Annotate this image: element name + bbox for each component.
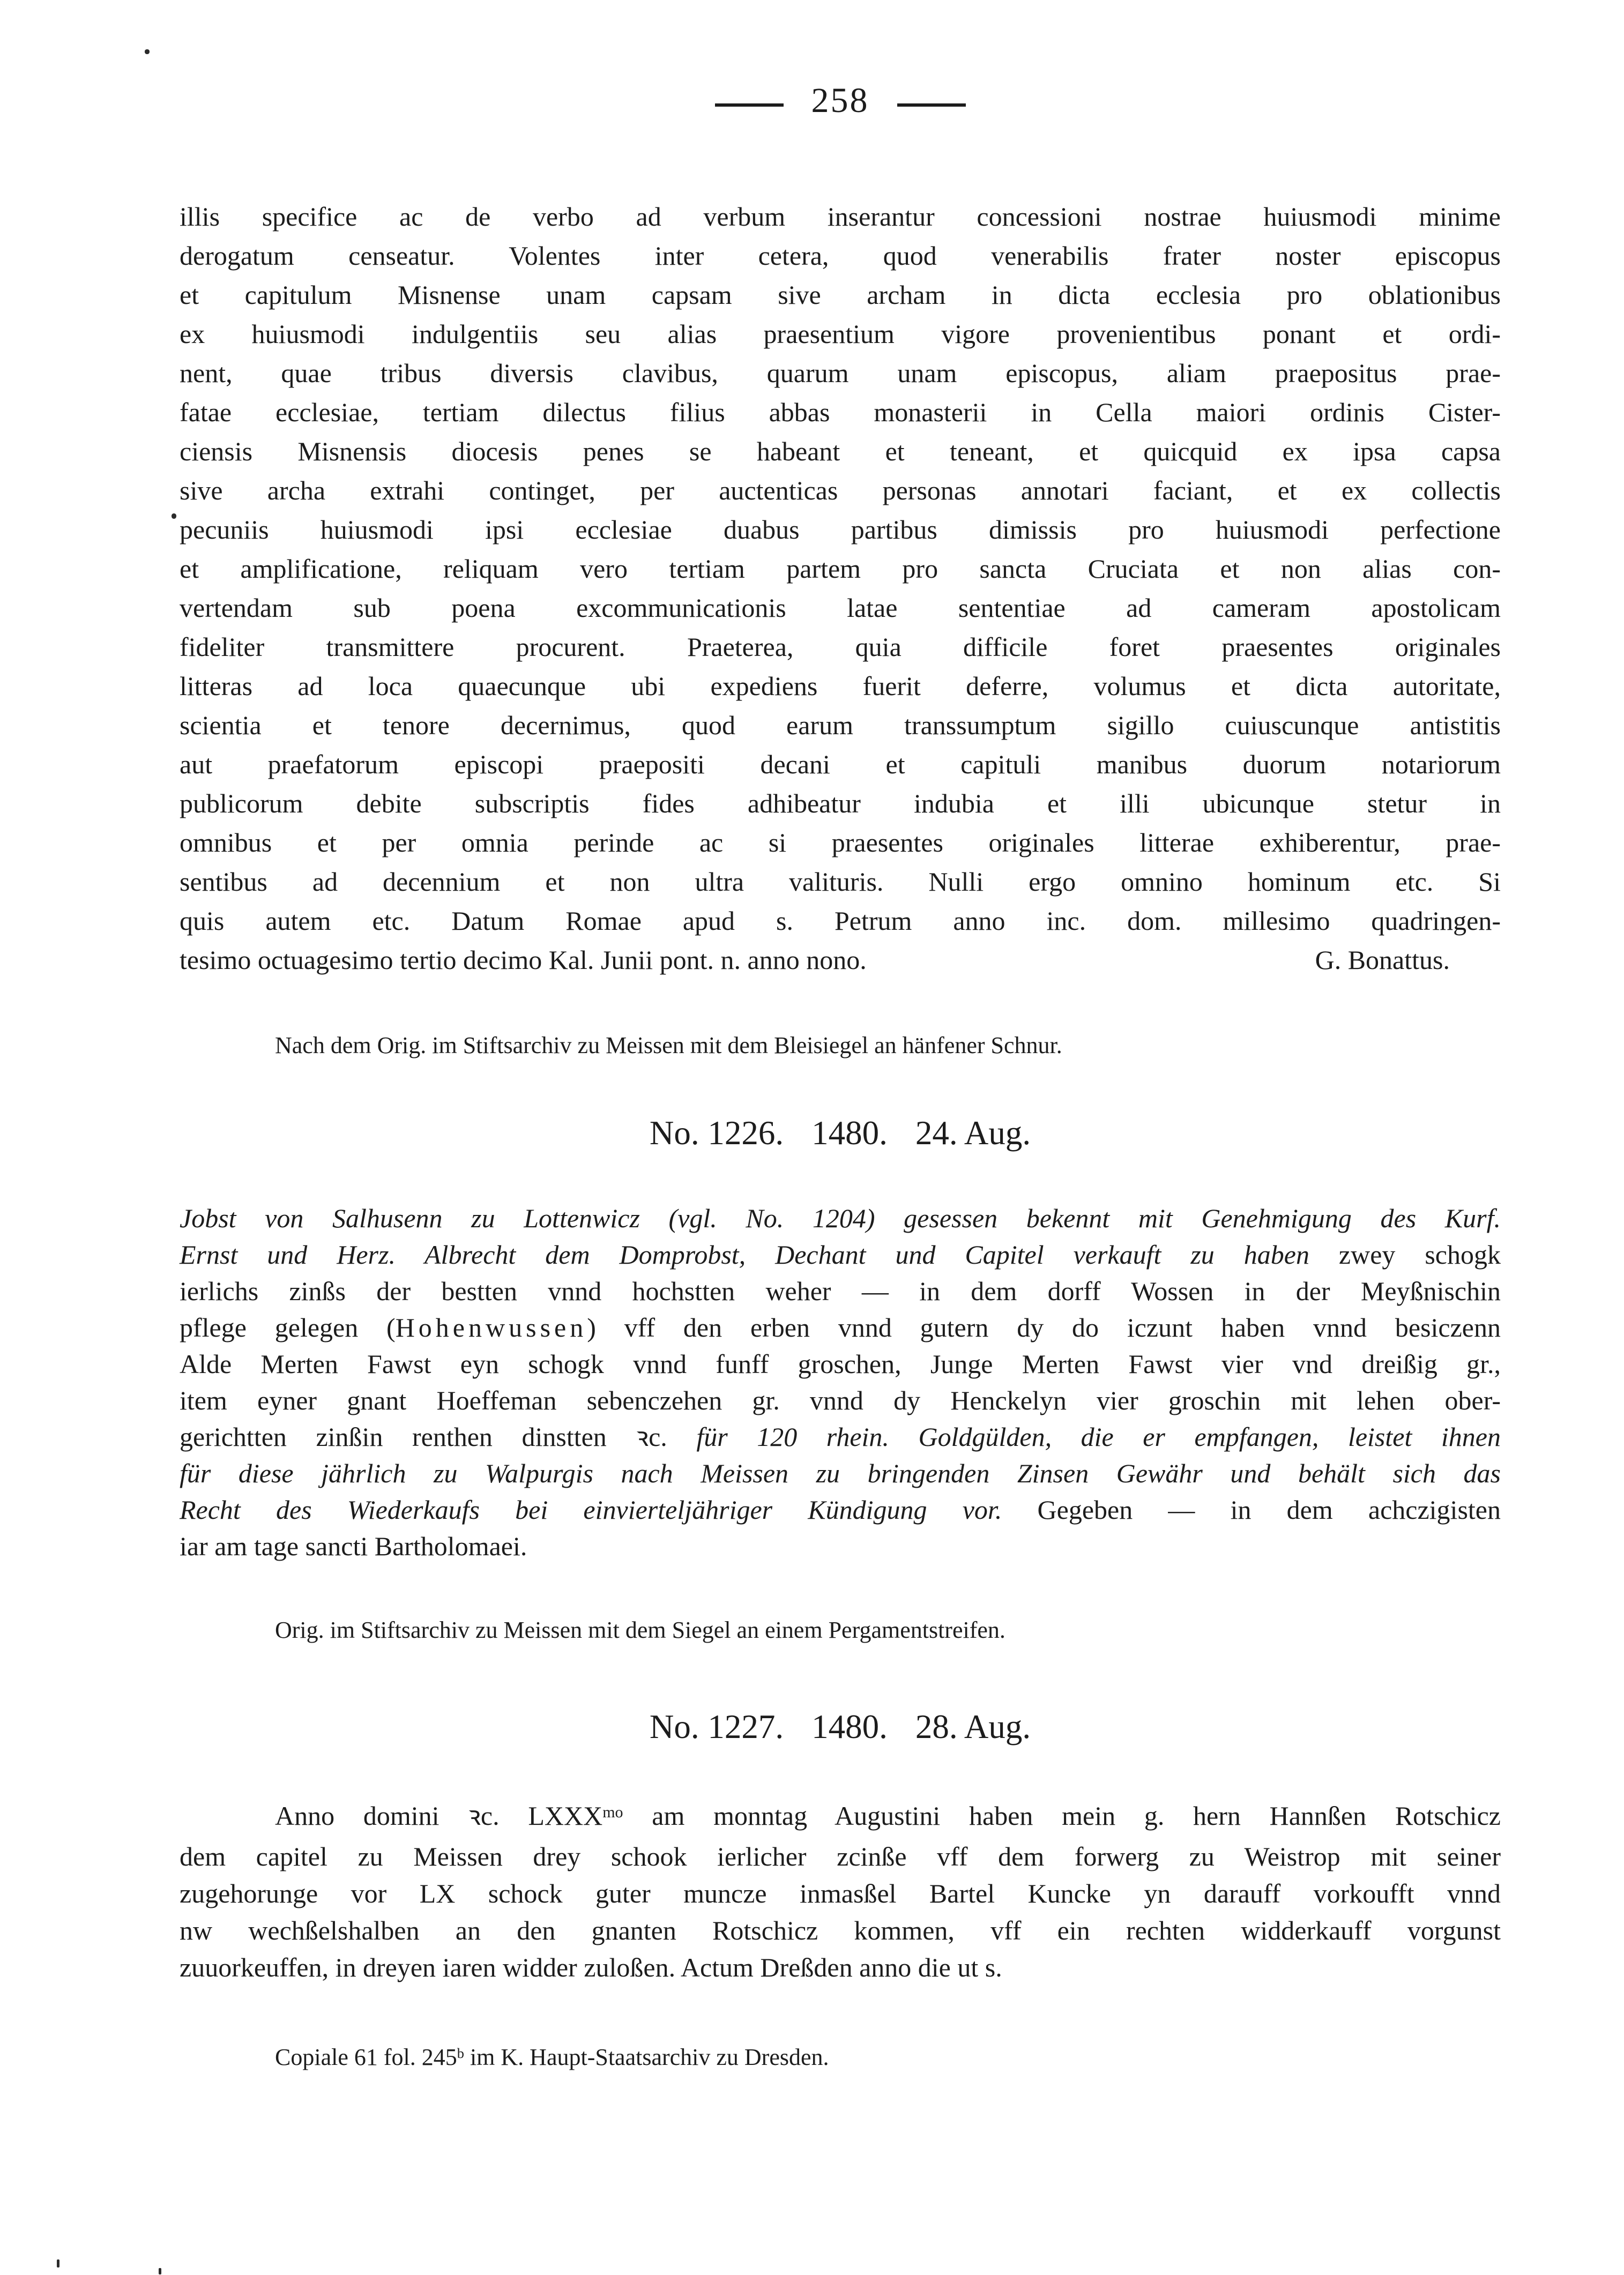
text-segment: Jobst von Salhusenn zu Lottenwicz (vgl. No. 1204) gesessen bekennt mit Genehmigung des Kurf.: [180, 1203, 1501, 1233]
entry-1227-year: 1480.: [811, 1708, 888, 1746]
scan-speck: [172, 513, 176, 519]
paragraph-line: [180, 1309, 1501, 1346]
text-segment: mo: [602, 1803, 623, 1821]
paragraph-line: omnibus et per omnia perinde ac si praesentes originales litterae exhiberentur, prae-: [180, 827, 1501, 857]
page-content: [180, 0, 1501, 2075]
scan-speck: [159, 2268, 161, 2274]
text-segment: zugehorunge vor LX schock guter muncze inmasßel Bartel Kuncke yn darauff vorkoufft vnnd: [180, 1878, 1501, 1908]
paragraph-line: litteras ad loca quaecunque ubi expediens fuerit deferre, volumus et dicta autoritate,: [180, 671, 1501, 701]
paragraph-line: publicorum debite subscriptis fides adhibeatur indubia et illi ubicunque stetur in: [180, 788, 1501, 818]
scan-speck: [57, 2259, 59, 2267]
text-segment: b: [457, 2045, 464, 2062]
paragraph-line: [180, 1912, 1501, 1949]
paragraph-line: scientia et tenore decernimus, quod earum transsumptum sigillo cuiuscunque antistitis: [180, 710, 1501, 740]
paragraph-line: fatae ecclesiae, tertiam dilectus filius abbas monasterii in Cella maiori ordinis Cister-: [180, 397, 1501, 427]
paragraph-line: pecuniis huiusmodi ipsi ecclesiae duabus partibus dimissis pro huiusmodi perfectione: [180, 514, 1501, 544]
text-segment: zuuorkeuffen, in dreyen iaren widder zuloßen. Actum Dreßden anno die ut s.: [180, 1952, 1002, 1982]
paragraph-line: quis autem etc. Datum Romae apud s. Petrum anno inc. dom. millesimo quadringen-: [180, 906, 1501, 936]
source-note-1227: [180, 2042, 1501, 2075]
paragraph-line: [180, 1419, 1501, 1455]
latin-entry-paragraph: [180, 197, 1501, 941]
text-segment: für 120 rhein. Goldgülden, die er empfangen, leistet ihnen: [696, 1422, 1501, 1452]
paragraph-line: sive archa extrahi continget, per auctenticas personas annotari faciant, et ex collectis: [180, 475, 1501, 505]
text-segment: im K. Haupt-Staatsarchiv zu Dresden.: [464, 2044, 829, 2070]
entry-1226-year: 1480.: [811, 1114, 888, 1152]
entry-1227-number: No. 1227.: [649, 1708, 784, 1746]
text-segment: ierlichs zinßs der bestten vnnd hochstten weher — in dem dorff Wossen in der Meyßnischin: [180, 1276, 1501, 1306]
text-segment: Ernst und Herz. Albrecht dem Domprobst, Dechant und Capitel verkauft zu haben: [180, 1240, 1339, 1270]
paragraph-line: [180, 1875, 1501, 1912]
text-segment: ) vff den erben vnnd gutern dy do iczunt haben vnnd besiczenn: [587, 1312, 1501, 1342]
header-rule-right: [897, 103, 966, 107]
entry-1227-date: 28. Aug.: [915, 1708, 1031, 1746]
text-segment: nw wechßelshalben an den gnanten Rotschicz kommen, vff ein rechten widderkauff vorgunst: [180, 1915, 1501, 1945]
notary-signature: G. Bonattus.: [1315, 945, 1450, 975]
entry-1226-final-line: [180, 1528, 1501, 1564]
text-segment: iar am tage sancti Bartholomaei.: [180, 1531, 527, 1561]
entry-paragraph-1226: [180, 1200, 1501, 1528]
paragraph-line: aut praefatorum episcopi praepositi decani et capituli manibus duorum notariorum: [180, 749, 1501, 779]
paragraph-line: [180, 1491, 1501, 1528]
entry-heading-1227: [180, 1705, 1501, 1748]
paragraph-line: [180, 1236, 1501, 1273]
text-segment: Alde Merten Fawst eyn schogk vnnd funff groschen, Junge Merten Fawst vier vnd dreißig gr.,: [180, 1349, 1501, 1379]
latin-entry-last-text: tesimo octuagesimo tertio decimo Kal. Junii pont. n. anno nono.: [180, 945, 867, 975]
text-segment: Hohenwussen: [395, 1312, 587, 1342]
paragraph-line: sentibus ad decennium et non ultra valituris. Nulli ergo omnino hominum etc. Si: [180, 867, 1501, 897]
page-header: [180, 80, 1501, 121]
paragraph-line: et capitulum Misnense unam capsam sive archam in dicta ecclesia pro oblationibus: [180, 280, 1501, 310]
latin-entry-final-line: [180, 941, 1501, 980]
source-note-latin-entry: Nach dem Orig. im Stiftsarchiv zu Meissen mit dem Bleisiegel an hänfener Schnur.: [275, 1032, 1062, 1058]
text-segment: für diese jährlich zu Walpurgis nach Meissen zu bringenden Zinsen Gewähr und behält sich das: [180, 1458, 1501, 1488]
paragraph-line: [180, 1838, 1501, 1875]
paragraph-line: [180, 1797, 1501, 1838]
paragraph-line: ex huiusmodi indulgentiis seu alias praesentium vigore provenientibus ponant et ordi-: [180, 319, 1501, 349]
paragraph-line: [180, 1346, 1501, 1382]
paragraph-line: et amplificatione, reliquam vero tertiam partem pro sancta Cruciata et non alias con-: [180, 554, 1501, 584]
paragraph-line: [180, 1382, 1501, 1419]
paragraph-line: nent, quae tribus diversis clavibus, quarum unam episcopus, aliam praepositus prae-: [180, 358, 1501, 388]
text-segment: Recht des Wiederkaufs bei einvierteljähriger Kündigung vor.: [180, 1495, 1002, 1525]
text-segment: am monntag Augustini haben mein g. hern Hannßen Rotschicz: [623, 1801, 1501, 1831]
scan-speck: [145, 49, 150, 54]
text-segment: gerichtten zinßin renthen dinstten ꝛc.: [180, 1422, 697, 1452]
text-segment: item eyner gnant Hoeffeman sebenczehen gr. vnnd dy Henckelyn vier groschin mit lehen ober-: [180, 1385, 1501, 1415]
source-note-1226: Orig. im Stiftsarchiv zu Meissen mit dem Siegel an einem Pergamentstreifen.: [275, 1617, 1005, 1643]
page-number: 258: [811, 81, 869, 120]
entry-heading-1226: [180, 1112, 1501, 1154]
paragraph-line: [180, 1200, 1501, 1236]
header-rule-left: [715, 103, 784, 107]
paragraph-line: derogatum censeatur. Volentes inter cetera, quod venerabilis frater noster episcopus: [180, 241, 1501, 271]
text-segment: Copiale 61 fol. 245: [275, 2044, 457, 2070]
text-segment: pflege gelegen (: [180, 1312, 396, 1342]
entry-1226-date: 24. Aug.: [915, 1114, 1031, 1152]
paragraph-line: vertendam sub poena excommunicationis latae sententiae ad cameram apostolicam: [180, 593, 1501, 623]
text-segment: Anno domini ꝛc. LXXX: [275, 1801, 603, 1831]
entry-1227-final-line: [180, 1949, 1501, 1986]
text-segment: Gegeben — in dem achczigisten: [1002, 1495, 1501, 1525]
paragraph-line: fideliter transmittere procurent. Praeterea, quia difficile foret praesentes originales: [180, 632, 1501, 662]
text-segment: zwey schogk: [1338, 1240, 1501, 1270]
paragraph-line: ciensis Misnensis diocesis penes se habeant et teneant, et quicquid ex ipsa capsa: [180, 436, 1501, 466]
paragraph-line: illis specifice ac de verbo ad verbum inserantur concessioni nostrae huiusmodi minime: [180, 202, 1501, 232]
text-segment: dem capitel zu Meissen drey schook ierlicher zcinße vff dem forwerg zu Weistrop mit seiner: [180, 1841, 1501, 1871]
paragraph-line: [180, 1273, 1501, 1309]
entry-1226-number: No. 1226.: [649, 1114, 784, 1152]
paragraph-line: [180, 1455, 1501, 1491]
entry-paragraph-1227: [180, 1797, 1501, 1949]
